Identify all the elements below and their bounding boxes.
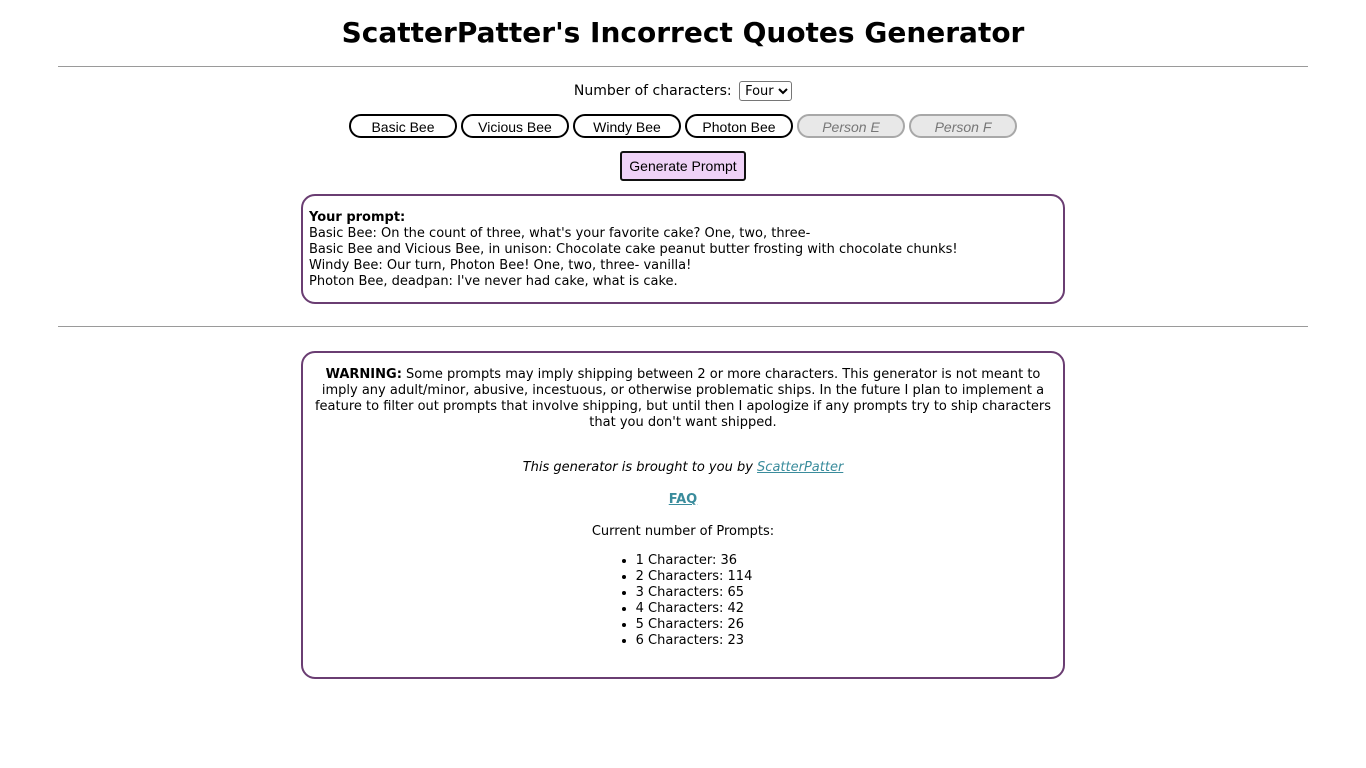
list-item: • 6 Characters: 23 [636,633,753,649]
prompt-line: Windy Bee: Our turn, Photon Bee! One, two, three- vanilla! [309,258,692,273]
prompt-line: Basic Bee and Vicious Bee, in unison: Chocolate cake peanut butter frosting with chocolate chunks! [309,242,958,257]
character-button-1[interactable]: Basic Bee [349,114,457,138]
warning-label: WARNING: [325,367,402,382]
credit-line [311,460,1055,476]
prompt-line: Photon Bee, deadpan: I've never had cake, what is cake. [309,274,678,289]
prompt-panel [301,194,1065,304]
credit-prefix: This generator is brought to you by [522,460,758,475]
character-count-row [0,81,1366,101]
list-item: • 5 Characters: 26 [636,617,753,633]
character-button-6: Person F [909,114,1017,138]
top-divider [58,66,1308,67]
prompt-heading: Your prompt: [309,210,406,225]
author-link[interactable]: ScatterPatter [757,460,844,475]
warning-notice [311,367,1055,431]
list-item: • 2 Characters: 114 [636,569,753,585]
character-button-5: Person E [797,114,905,138]
prompt-count-title: Current number of Prompts: [591,524,775,539]
list-item: • 4 Characters: 42 [636,601,753,617]
prompt-count-list [614,553,753,649]
generate-prompt-button[interactable]: Generate Prompt [620,151,746,181]
character-button-2[interactable]: Vicious Bee [461,114,569,138]
list-item: • 1 Character: 36 [636,553,753,569]
prompt-line: Basic Bee: On the count of three, what's your favorite cake? One, two, three- [309,226,811,241]
warning-text: Some prompts may imply shipping between 2 or more characters. This generator is not meant to imply any adult/minor, abusive, incestuous, or otherwise problematic ships. In the future I plan to implement a feature to filter out prompts that involve shipping, but until then I apologize if any prompts try to ship characters that you don't want shipped. [314,367,1052,430]
character-buttons-row [0,114,1366,138]
character-count-select[interactable] [739,81,792,101]
faq-row [311,492,1055,508]
page-title: ScatterPatter's Incorrect Quotes Generator [341,16,1025,49]
character-button-4[interactable]: Photon Bee [685,114,793,138]
faq-link[interactable]: FAQ [668,492,698,507]
character-button-3[interactable]: Windy Bee [573,114,681,138]
character-count-label: Number of characters: [573,83,732,99]
list-item: • 3 Characters: 65 [636,585,753,601]
info-panel [301,351,1065,679]
middle-divider [58,326,1308,327]
